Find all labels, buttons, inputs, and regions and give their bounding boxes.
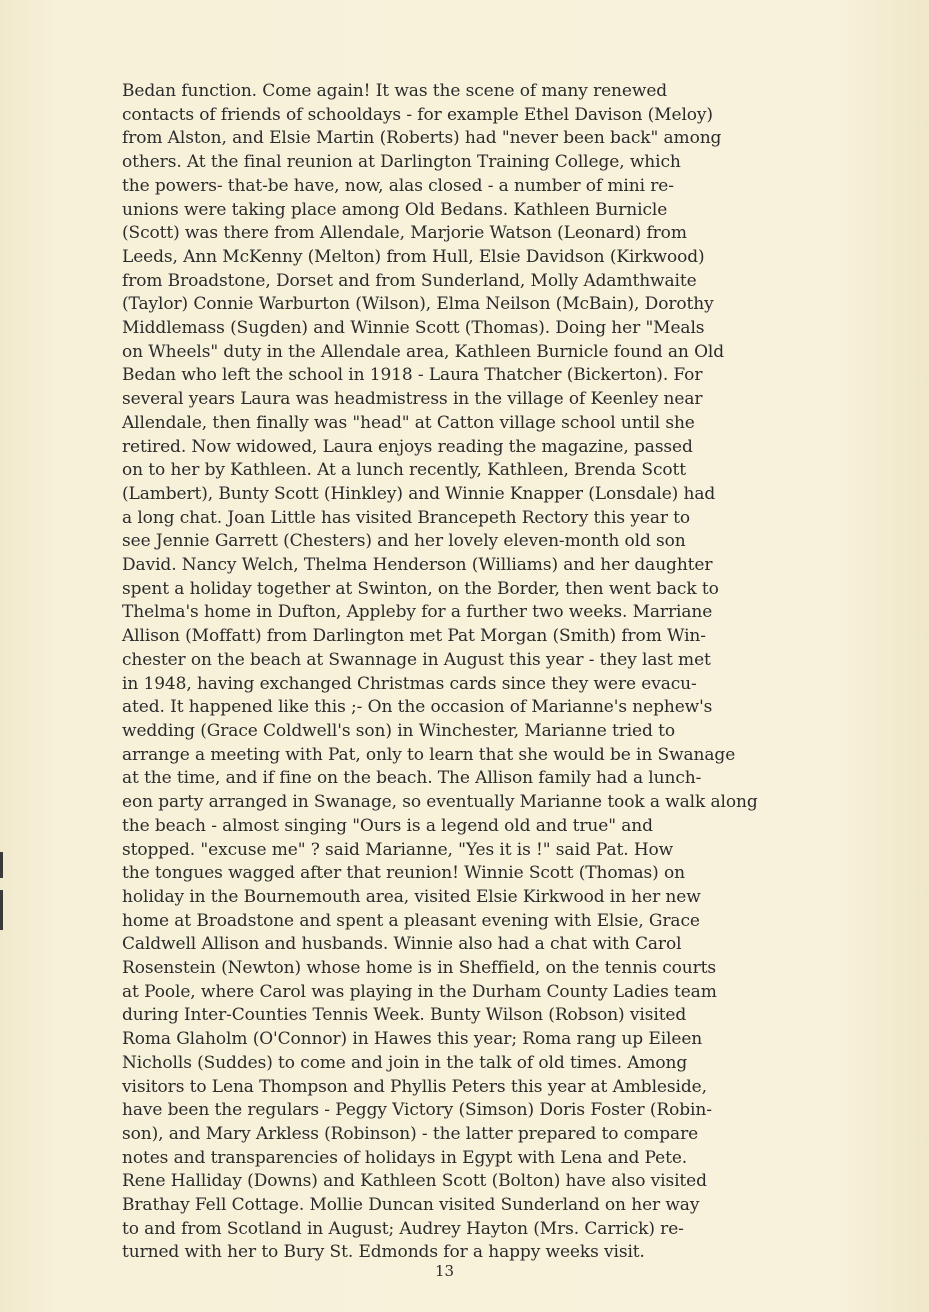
text-line: several years Laura was headmistress in the village of Keenley near [122,389,703,410]
text-line: visitors to Lena Thompson and Phyllis Peters this year at Ambleside, [122,1076,707,1097]
text-line: Thelma's home in Dufton, Appleby for a further two weeks. Marriane [122,602,713,623]
text-line: stopped. "excuse me" ? said Marianne, "Yes it is !" said Pat. How [122,839,674,860]
text-line: have been the regulars - Peggy Victory (Simson) Doris Foster (Robin- [122,1100,712,1121]
text-line: Rosenstein (Newton) whose home is in Sheffield, on the tennis courts [122,958,717,979]
text-line: Allendale, then finally was "head" at Catton village school until she [122,412,695,433]
text-line: spent a holiday together at Swinton, on the Border, then went back to [122,578,719,599]
text-line: Middlemass (Sugden) and Winnie Scott (Thomas). Doing her "Meals [122,318,705,339]
text-line: (Taylor) Connie Warburton (Wilson), Elma Neilson (McBain), Dorothy [122,294,714,315]
text-line: chester on the beach at Swannage in August this year - they last met [122,649,711,670]
text-line: in 1948, having exchanged Christmas cards since they were evacu- [122,673,697,694]
text-line: ated. It happened like this ;- On the occasion of Marianne's nephew's [122,697,713,718]
text-line: unions were taking place among Old Bedans. Kathleen Burnicle [122,199,668,220]
text-line: notes and transparencies of holidays in Egypt with Lena and Pete. [122,1147,688,1168]
text-line: wedding (Grace Coldwell's son) in Winchester, Marianne tried to [122,720,675,741]
text-line: contacts of friends of schooldays - for example Ethel Davison (Meloy) [122,104,713,125]
text-line: turned with her to Bury St. Edmonds for a happy weeks visit. [122,1242,645,1263]
text-line: at Poole, where Carol was playing in the Durham County Ladies team [122,981,717,1002]
text-line: Bedan function. Come again! It was the scene of many renewed [122,81,668,101]
page-number: 13 [435,1262,455,1280]
text-line: during Inter-Counties Tennis Week. Bunty Wilson (Robson) visited [122,1005,687,1026]
text-line: on to her by Kathleen. At a lunch recently, Kathleen, Brenda Scott [122,460,686,481]
text-line: (Scott) was there from Allendale, Marjorie Watson (Leonard) from [122,223,687,244]
text-line: to and from Scotland in August; Audrey Hayton (Mrs. Carrick) re- [122,1218,684,1239]
text-line: Brathay Fell Cottage. Mollie Duncan visited Sunderland on her way [122,1195,700,1216]
text-line: retired. Now widowed, Laura enjoys reading the magazine, passed [122,436,693,457]
text-line: Rene Halliday (Downs) and Kathleen Scott (Bolton) have also visited [122,1171,707,1192]
binding-mark [0,890,3,930]
text-line: on Wheels" duty in the Allendale area, Kathleen Burnicle found an Old [122,341,725,362]
text-line: Bedan who left the school in 1918 - Laura Thatcher (Bickerton). For [122,365,703,386]
text-line: the beach - almost singing "Ours is a legend old and true" and [122,815,653,836]
text-line: arrange a meeting with Pat, only to learn that she would be in Swanage [122,744,736,765]
text-line: see Jennie Garrett (Chesters) and her lovely eleven-month old son [122,531,686,552]
text-line: (Lambert), Bunty Scott (Hinkley) and Winnie Knapper (Lonsdale) had [122,483,716,504]
text-line: son), and Mary Arkless (Robinson) - the latter prepared to compare [122,1123,699,1144]
body-text [122,80,822,1265]
text-line: Allison (Moffatt) from Darlington met Pat Morgan (Smith) from Win- [122,626,706,647]
text-line: Roma Glaholm (O'Connor) in Hawes this year; Roma rang up Eileen [122,1029,703,1050]
text-line: home at Broadstone and spent a pleasant evening with Elsie, Grace [122,910,700,931]
binding-mark [0,852,3,878]
text-line: Nicholls (Suddes) to come and join in the talk of old times. Among [122,1052,688,1073]
text-line: a long chat. Joan Little has visited Brancepeth Rectory this year to [122,507,691,528]
text-line: others. At the final reunion at Darlington Training College, which [122,152,681,173]
text-line: at the time, and if fine on the beach. The Allison family had a lunch- [122,768,702,789]
text-line: the powers- that-be have, now, alas closed - a number of mini re- [122,175,674,196]
text-line: the tongues wagged after that reunion! Winnie Scott (Thomas) on [122,863,685,884]
text-line: Caldwell Allison and husbands. Winnie also had a chat with Carol [122,934,682,955]
text-line: from Alston, and Elsie Martin (Roberts) had "never been back" among [122,128,722,149]
text-line: Leeds, Ann McKenny (Melton) from Hull, Elsie Davidson (Kirkwood) [122,246,705,267]
text-line: from Broadstone, Dorset and from Sunderland, Molly Adamthwaite [122,270,697,291]
text-line: David. Nancy Welch, Thelma Henderson (Williams) and her daughter [122,555,713,576]
text-line: holiday in the Bournemouth area, visited Elsie Kirkwood in her new [122,886,701,907]
text-line: eon party arranged in Swanage, so eventually Marianne took a walk along [122,792,758,813]
